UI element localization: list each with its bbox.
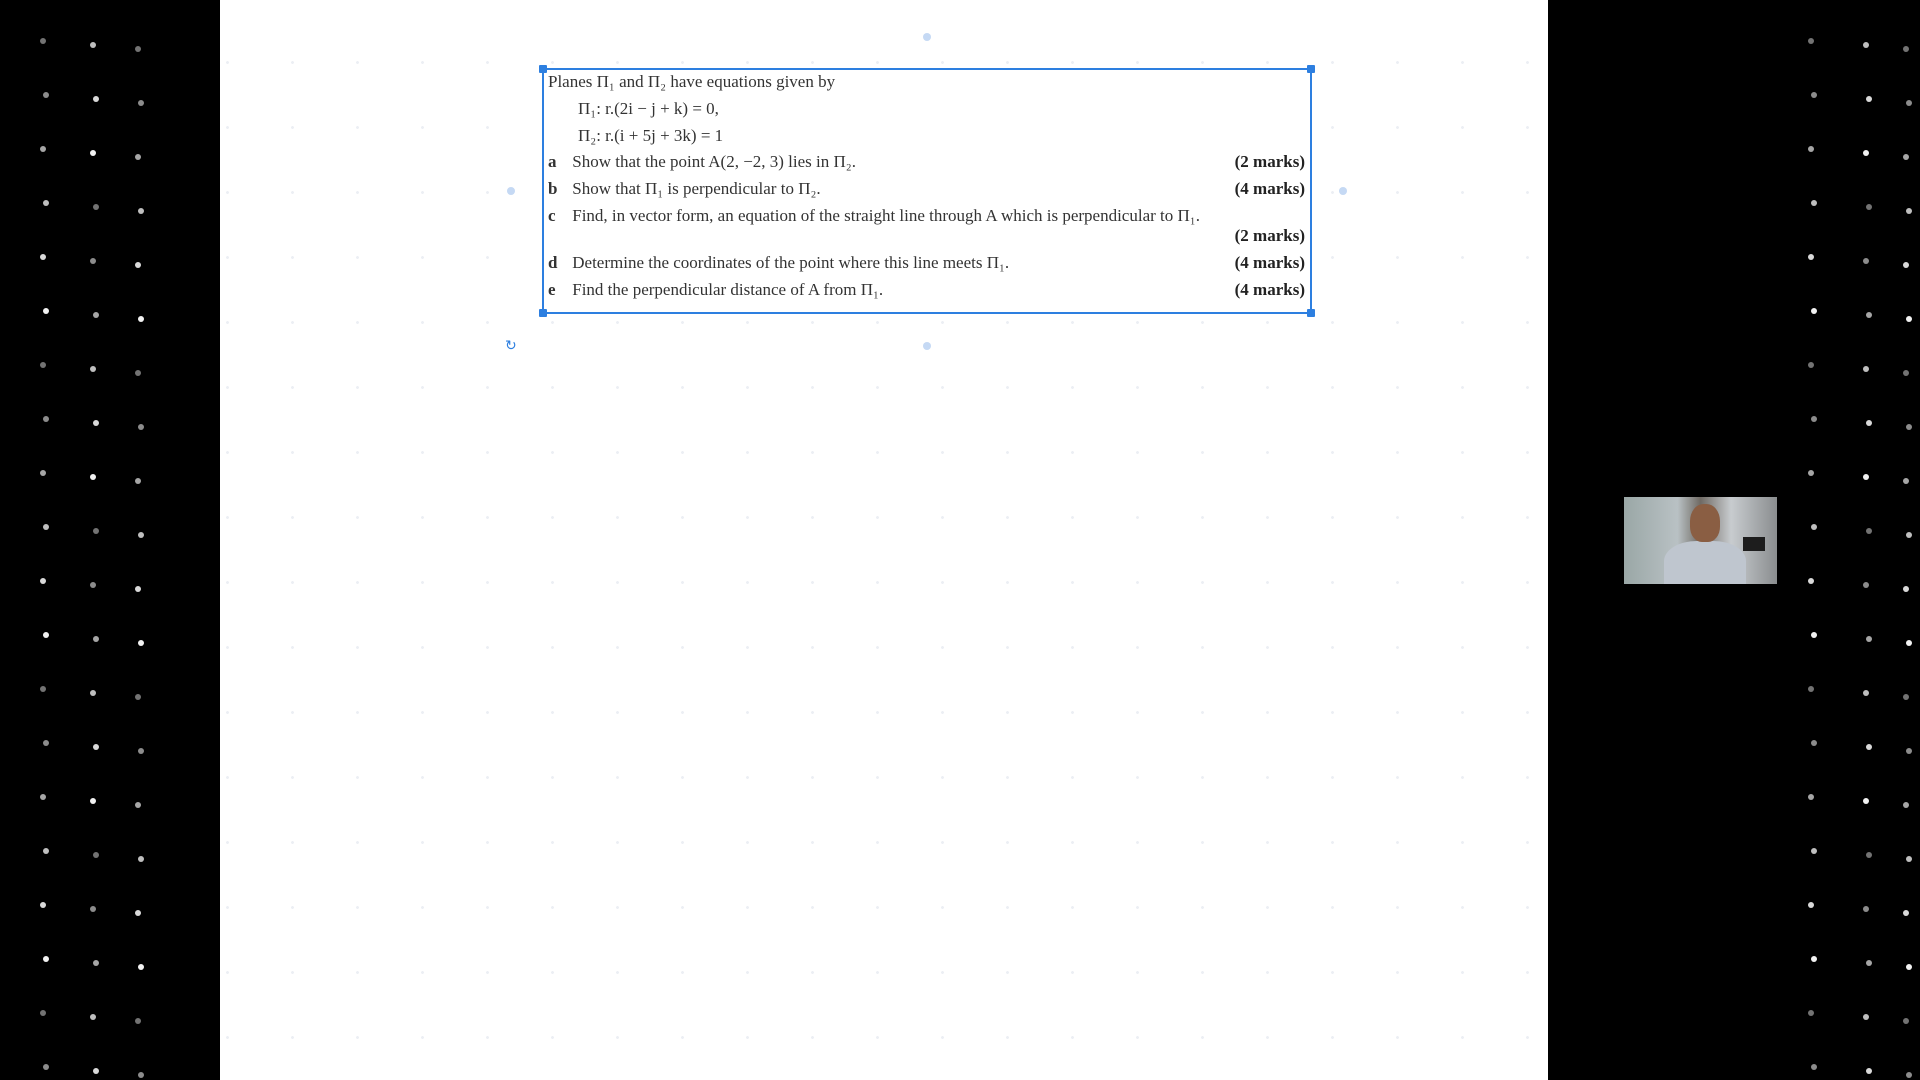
- decor-dot: [1811, 632, 1817, 638]
- decor-dot: [43, 1064, 49, 1070]
- decor-dot: [1906, 964, 1912, 970]
- decor-dot: [93, 636, 99, 642]
- part-marks: (2 marks): [1234, 152, 1305, 171]
- decor-dot: [43, 524, 49, 530]
- plane-1-equation: Π₁: r.(2i − j + k) = 0,: [578, 99, 719, 118]
- decor-dot: [138, 100, 144, 106]
- part-text: Find, in vector form, an equation of the straight line through A which is perpendicular to Π₁.: [572, 206, 1200, 225]
- decor-dot: [1906, 424, 1912, 430]
- decor-dot: [135, 262, 141, 268]
- part-label: c: [548, 206, 556, 225]
- decor-dot: [1808, 146, 1814, 152]
- plane-2-equation: Π₂: r.(i + 5j + 3k) = 1: [578, 126, 724, 145]
- part-label: a: [548, 152, 557, 171]
- decor-dot: [1863, 258, 1869, 264]
- decor-dot: [1863, 690, 1869, 696]
- decor-dot: [43, 416, 49, 422]
- decor-dot: [1906, 640, 1912, 646]
- decor-dot: [90, 258, 96, 264]
- resize-handle-top-left[interactable]: [539, 65, 547, 73]
- part-b: [548, 175, 1305, 202]
- decor-dot: [1863, 1014, 1869, 1020]
- decor-dot: [138, 748, 144, 754]
- decor-dot: [1906, 316, 1912, 322]
- decor-dot: [1903, 802, 1909, 808]
- decor-dot: [40, 902, 46, 908]
- decor-dot: [135, 370, 141, 376]
- decor-dot: [138, 964, 144, 970]
- decor-dot: [1866, 96, 1872, 102]
- decor-dot: [135, 586, 141, 592]
- decor-dot: [1863, 798, 1869, 804]
- decor-dot: [1866, 312, 1872, 318]
- decor-dot: [93, 528, 99, 534]
- decor-dot: [1811, 308, 1817, 314]
- decor-dot: [40, 146, 46, 152]
- decor-dot: [135, 478, 141, 484]
- part-text: Find the perpendicular distance of A from Π₁.: [572, 280, 884, 299]
- decor-dot: [90, 42, 96, 48]
- decor-dot: [1863, 42, 1869, 48]
- decor-dot: [40, 794, 46, 800]
- decor-dot: [90, 906, 96, 912]
- decor-dot: [1866, 528, 1872, 534]
- decor-dot: [138, 856, 144, 862]
- decor-dot: [40, 578, 46, 584]
- decor-dot: [1866, 852, 1872, 858]
- question-intro: Planes Π₁ and Π₂ have equations given by: [548, 72, 836, 91]
- decor-dot: [135, 1018, 141, 1024]
- decor-dot: [1808, 794, 1814, 800]
- part-a: [548, 148, 1305, 175]
- decor-dot: [138, 424, 144, 430]
- decor-dot: [43, 848, 49, 854]
- decor-dot: [1808, 254, 1814, 260]
- decor-dot: [1906, 856, 1912, 862]
- decor-dot: [1808, 686, 1814, 692]
- decor-dot: [40, 254, 46, 260]
- decor-dot: [1906, 1072, 1912, 1078]
- decor-dot: [135, 46, 141, 52]
- part-text: Determine the coordinates of the point where this line meets Π₁.: [572, 253, 1010, 272]
- decor-dot: [1811, 416, 1817, 422]
- question-text: [548, 68, 1305, 303]
- side-handle-left[interactable]: [507, 187, 515, 195]
- side-handle-bottom[interactable]: [923, 342, 931, 350]
- decor-dot: [1808, 362, 1814, 368]
- decor-dot: [135, 154, 141, 160]
- decor-dot: [93, 960, 99, 966]
- decor-dot: [1811, 92, 1817, 98]
- decor-dot: [93, 96, 99, 102]
- decor-dot: [93, 1068, 99, 1074]
- part-marks: (2 marks): [1234, 226, 1305, 245]
- decor-dot: [90, 474, 96, 480]
- part-marks: (4 marks): [1234, 280, 1305, 299]
- decor-dot: [1863, 366, 1869, 372]
- decor-dot: [40, 470, 46, 476]
- decor-dot: [1811, 848, 1817, 854]
- decor-dot: [1903, 370, 1909, 376]
- decor-dot: [43, 740, 49, 746]
- decor-dot: [1811, 200, 1817, 206]
- part-e: [548, 276, 1305, 303]
- part-label: d: [548, 253, 558, 272]
- decor-dot: [138, 1072, 144, 1078]
- webcam-video-thumbnail[interactable]: [1624, 497, 1777, 584]
- decor-dot: [93, 204, 99, 210]
- decor-dot: [1808, 902, 1814, 908]
- decor-dot: [135, 910, 141, 916]
- background-tv: [1743, 537, 1765, 551]
- decor-dot: [40, 1010, 46, 1016]
- decor-dot: [1866, 204, 1872, 210]
- decor-dot: [40, 362, 46, 368]
- decor-dot: [93, 420, 99, 426]
- decor-dot: [1808, 470, 1814, 476]
- decor-dot: [90, 1014, 96, 1020]
- decor-dot: [1903, 478, 1909, 484]
- decor-dot: [90, 798, 96, 804]
- decor-dot: [138, 208, 144, 214]
- decor-dot: [1903, 262, 1909, 268]
- part-text: Show that the point A(2, −2, 3) lies in Π₂.: [572, 152, 856, 171]
- decor-dot: [1863, 474, 1869, 480]
- decor-dot: [1866, 744, 1872, 750]
- decor-dot: [90, 582, 96, 588]
- decor-dot: [135, 694, 141, 700]
- part-text: Show that Π₁ is perpendicular to Π₂.: [572, 179, 821, 198]
- decor-dot: [1903, 910, 1909, 916]
- decor-dot: [1811, 524, 1817, 530]
- decor-dot: [93, 852, 99, 858]
- decor-dot: [1866, 636, 1872, 642]
- rotate-handle-icon[interactable]: ↻: [505, 339, 517, 354]
- decor-dot: [40, 686, 46, 692]
- decor-dot: [40, 38, 46, 44]
- decor-dot: [43, 956, 49, 962]
- decor-dot: [93, 744, 99, 750]
- decor-dot: [90, 150, 96, 156]
- side-handle-right[interactable]: [1339, 187, 1347, 195]
- decor-dot: [1863, 150, 1869, 156]
- decor-dot: [1863, 582, 1869, 588]
- decor-dot: [1863, 906, 1869, 912]
- part-c: [548, 202, 1305, 226]
- decor-dot: [1903, 154, 1909, 160]
- part-marks: (4 marks): [1234, 179, 1305, 198]
- decor-dot: [1906, 532, 1912, 538]
- decor-dot: [43, 308, 49, 314]
- decor-dot: [43, 92, 49, 98]
- decor-dot: [1866, 420, 1872, 426]
- decor-dot: [135, 802, 141, 808]
- decor-dot: [1866, 960, 1872, 966]
- decor-dot: [1811, 956, 1817, 962]
- part-label: b: [548, 179, 558, 198]
- decor-dot: [138, 532, 144, 538]
- decor-dot: [1906, 208, 1912, 214]
- resize-handle-top-right[interactable]: [1307, 65, 1315, 73]
- decor-dot: [138, 640, 144, 646]
- left-dots-panel: [0, 0, 220, 1080]
- person-body: [1664, 541, 1746, 584]
- part-marks: (4 marks): [1234, 253, 1305, 272]
- resize-handle-bottom-right[interactable]: [1307, 309, 1315, 317]
- decor-dot: [90, 690, 96, 696]
- decor-dot: [1903, 694, 1909, 700]
- decor-dot: [1903, 586, 1909, 592]
- decor-dot: [90, 366, 96, 372]
- rotate-handle-top[interactable]: [923, 33, 931, 41]
- part-label: e: [548, 280, 556, 299]
- decor-dot: [1811, 740, 1817, 746]
- decor-dot: [1811, 1064, 1817, 1070]
- part-c-marks-row: [548, 226, 1305, 249]
- decor-dot: [138, 316, 144, 322]
- person-head: [1690, 504, 1720, 542]
- part-d: [548, 249, 1305, 276]
- decor-dot: [1906, 748, 1912, 754]
- decor-dot: [93, 312, 99, 318]
- decor-dot: [1903, 46, 1909, 52]
- decor-dot: [1906, 100, 1912, 106]
- decor-dot: [43, 200, 49, 206]
- decor-dot: [1903, 1018, 1909, 1024]
- decor-dot: [1808, 578, 1814, 584]
- resize-handle-bottom-left[interactable]: [539, 309, 547, 317]
- decor-dot: [1808, 1010, 1814, 1016]
- decor-dot: [43, 632, 49, 638]
- decor-dot: [1808, 38, 1814, 44]
- decor-dot: [1866, 1068, 1872, 1074]
